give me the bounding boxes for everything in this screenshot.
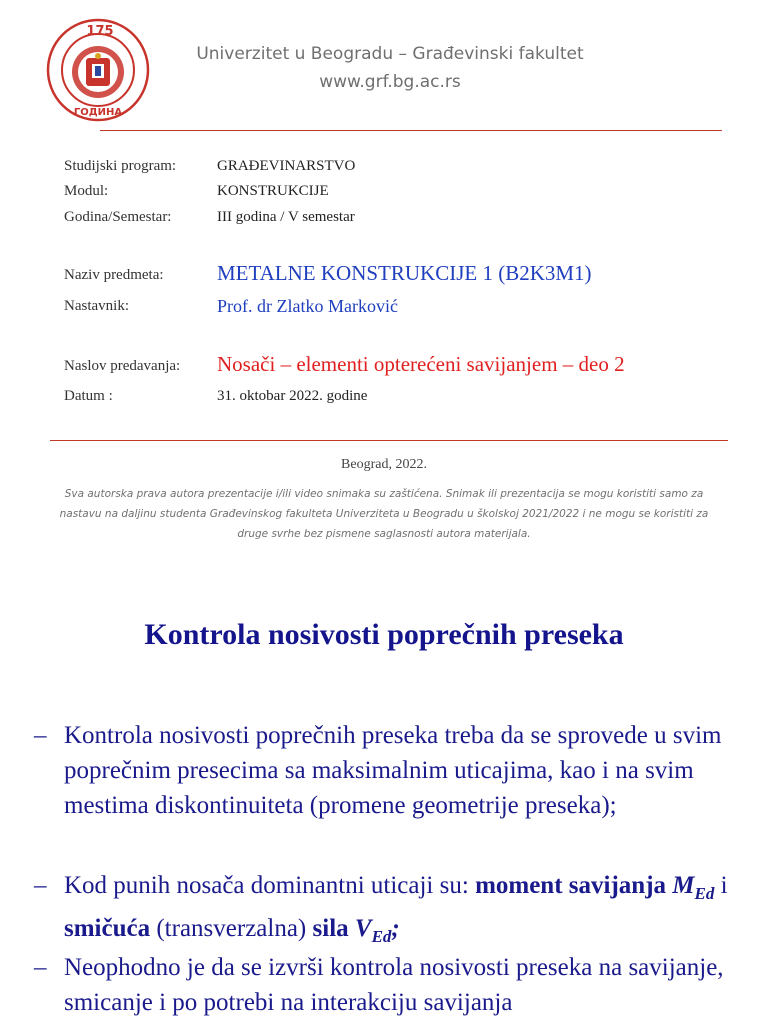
slide-title: Kontrola nosivosti poprečnih preseka [144,618,624,651]
copyright-notice: Sva autorska prava autora prezentacije i/ili video snimaka su zaštićena. Snimak ili prezentacija se mogu koristiti samo za nastavu na daljinu studenta Građevinskog fakulteta Univerziteta u Beogradu u školskoj 2021/2022 i ne mogu se koristiti za druge svrhe bez pismene saglasnosti autora materijala. [59,488,709,540]
university-logo [46,18,150,122]
year-label: Godina/Semestar: [64,209,172,225]
bullet-dash: – [34,872,47,899]
lecture-value: Nosači – elementi opterećeni savijanjem – deo 2 [217,352,625,376]
bullet-text: (transverzalna) [150,915,313,942]
badge-number: 175 [86,24,114,39]
program-label: Studijski program: [64,158,177,174]
bullet-text: Kontrola nosivosti poprečnih preseka treba da se sprovede u svim poprečnim presecima sa maksimalnim uticajima, kao i na svim mestima diskontinuiteta (promene geometrije preseka); [64,722,722,819]
divider-bottom [50,440,728,441]
shear-symbol: $V_{Ed}$ [354,915,392,946]
bullet-emphasis: smičuća [64,915,151,942]
bullet-item [34,950,744,1020]
bullet-emphasis: moment savijanja [475,872,673,899]
teacher-label: Nastavnik: [64,298,129,314]
city-year: Beograd, 2022. [341,457,427,472]
bullet-text: Kod punih nosača dominantni uticaji su: [64,872,476,899]
bullet-dash: – [34,722,47,749]
university-website: www.grf.bg.ac.rs [319,72,461,92]
date-label: Datum : [64,388,113,404]
divider-top [100,130,722,131]
course-label: Naziv predmeta: [64,267,164,283]
course-value: METALNE KONSTRUKCIJE 1 (B2K3M1) [217,261,592,285]
content-slide [0,560,768,1024]
bullet-dash: – [34,954,47,981]
year-value: III godina / V semestar [217,209,355,225]
program-value: GRAĐEVINARSTVO [217,158,356,174]
bullet-item [34,868,744,954]
bullet-text: i [714,872,728,899]
university-name: Univerzitet u Beogradu – Građevinski fakultet [196,44,584,64]
badge-word: ГОДИНА [73,107,123,118]
teacher-value: Prof. dr Zlatko Marković [217,296,398,316]
moment-symbol: $M_{Ed}$ [672,872,715,903]
module-value: KONSTRUKCIJE [217,183,329,199]
bullet-text: Neophodno je da se izvrši kontrola nosivosti preseka na savijanje, smicanje i po potrebi na interakciju savijanja [64,954,724,1016]
lecture-label: Naslov predavanja: [64,358,181,374]
bullet-item [34,718,744,823]
bullet-emphasis: sila [312,915,355,942]
bullet-punctuation: ; [391,915,400,942]
module-label: Modul: [64,183,109,199]
date-value: 31. oktobar 2022. godine [217,388,368,404]
